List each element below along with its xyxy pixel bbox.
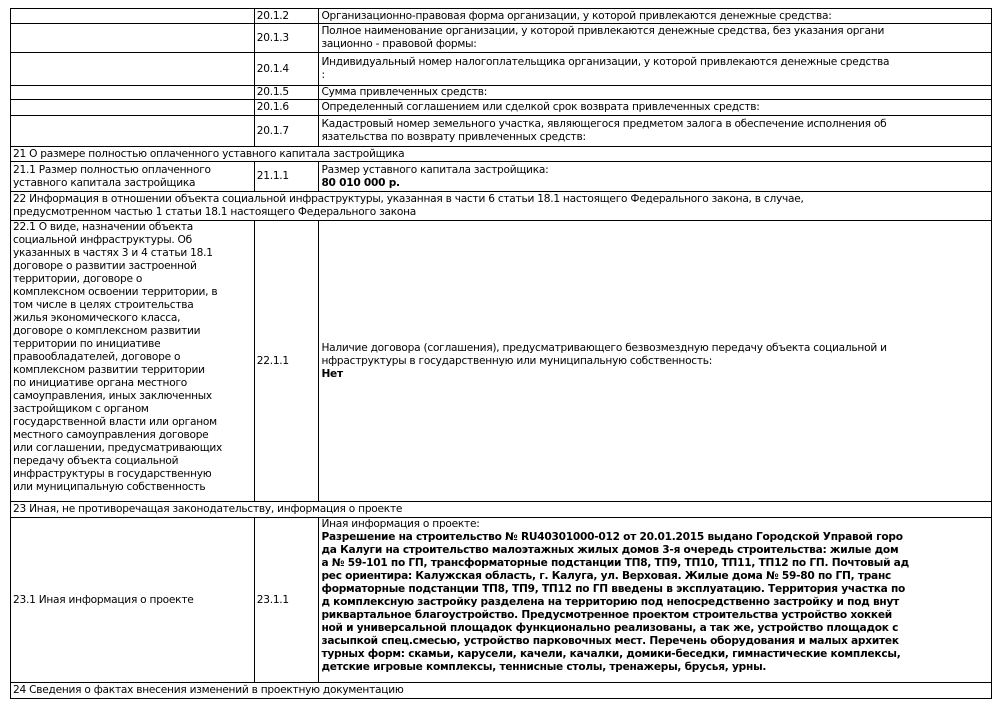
item-number: 20.1.3 [254,24,319,53]
project-declaration-table [10,8,992,699]
item-question: Наличие договора (соглашения), предусматривающего безвозмездную передачу объекта социальной и нфраструктуры в государственную или муниципальную собственность: [321,341,887,367]
item-number: 22.1.1 [254,221,319,502]
item-text: Полное наименование организации, у которой привлекаются денежные средства, без указания органи зационно - правовой формы: [319,24,992,53]
label-cell: 21.1 Размер полностью оплаченного уставного капитала застройщика [11,162,255,192]
label-cell [11,100,255,116]
item-number: 20.1.6 [254,100,319,116]
table-row [11,86,992,100]
label-cell [11,116,255,147]
label-cell: 22.1 О виде, назначении объекта социальной инфраструктуры. Об указанных в частях 3 и 4 статьи 18.1 договоре о развитии застроенной территории, договоре о комплексном освоении территории, в том числе в целях строительства жилья экономического класса, договоре о комплексном развитии территории по инициативе правообладателей, договоре о комплексном развитии территории по инициативе органа местного самоуправления, иных заключенных застройщиком с органом государственной власти или органом местного самоуправления договоре или соглашении, предусматривающих передачу объекта социальной инфраструктуры в государственную или муниципальную собственность [11,221,255,502]
item-text: Сумма привлеченных средств: [319,86,992,100]
label-cell [11,9,255,24]
item-question: Размер уставного капитала застройщика: [321,163,549,176]
section-header-24 [11,683,992,699]
section-title: 21 О размере полностью оплаченного уставного капитала застройщика [11,147,992,162]
item-number: 20.1.4 [254,53,319,86]
item-number: 20.1.7 [254,116,319,147]
section-header-21 [11,147,992,162]
table-row [11,100,992,116]
table-row [11,116,992,147]
label-cell: 23.1 Иная информация о проекте [11,518,255,683]
table-row [11,9,992,24]
item-value: 80 010 000 р. [321,176,400,189]
section-title: 22 Информация в отношении объекта социальной инфраструктуры, указанная в части 6 статьи 18.1 настоящего Федерального закона, в случае, предусмотренном частью 1 статьи 18.1 настоящего Федерального закона [11,192,992,221]
section-title: 23 Иная, не противоречащая законодательству, информация о проекте [11,502,992,518]
item-text [319,518,992,683]
item-text: Индивидуальный номер налогоплательщика организации, у которой привлекаются денежные средства : [319,53,992,86]
item-text: Кадастровый номер земельного участка, являющегося предметом залога в обеспечение исполнения об язательства по возврату привлеченных средств: [319,116,992,147]
item-value: Разрешение на строительство № RU40301000-012 от 20.01.2015 выдано Городской Управой горо да Калуги на строительство малоэтажных жилых домов 3-я очередь строительства: жилые дом а № 59-101 по ГП, трансформаторные подстанции ТП8, ТП9, ТП10, ТП11, ТП12 по ГП. Почтовый ад рес ориентира: Калужская область, г. Калуга, ул. Верховая. Жилые дома № 59-80 по ГП, транс форматорные подстанции ТП8, ТП9, ТП12 по ГП введены в эксплуатацию. Территория участка по д комплексную застройку разделена на территорию под непосредственно застройку и под внут риквартальное благоустройство. Предусмотренное проектом строительства устройство хоккей ной и универсальной площадок функционально реализованы, а так же, устройство площадок с засыпкой спец.смесью, устройство парковочных мест. Перечень оборудования и малых архитек турных форм: скамьи, карусели, качели, качалки, домики-беседки, гимнастические комплексы, детские игровые комплексы, теннисные столы, тренажеры, брусья, урны. [321,531,909,673]
section-title: 24 Сведения о фактах внесения изменений в проектную документацию [11,683,992,699]
table-row [11,221,992,502]
item-question: Иная информация о проекте: [321,518,480,530]
item-number: 20.1.2 [254,9,319,24]
item-number: 20.1.5 [254,86,319,100]
item-number: 21.1.1 [254,162,319,192]
item-text [319,221,992,502]
label-cell [11,53,255,86]
label-cell [11,24,255,53]
table-row [11,24,992,53]
item-text [319,162,992,192]
section-header-23 [11,502,992,518]
table-row [11,162,992,192]
section-header-22 [11,192,992,221]
item-text: Определенный соглашением или сделкой срок возврата привлеченных средств: [319,100,992,116]
item-value: Нет [321,367,343,380]
table-row [11,53,992,86]
table-row [11,518,992,683]
item-text: Организационно-правовая форма организации, у которой привлекаются денежные средства: [319,9,992,24]
item-number: 23.1.1 [254,518,319,683]
label-cell [11,86,255,100]
